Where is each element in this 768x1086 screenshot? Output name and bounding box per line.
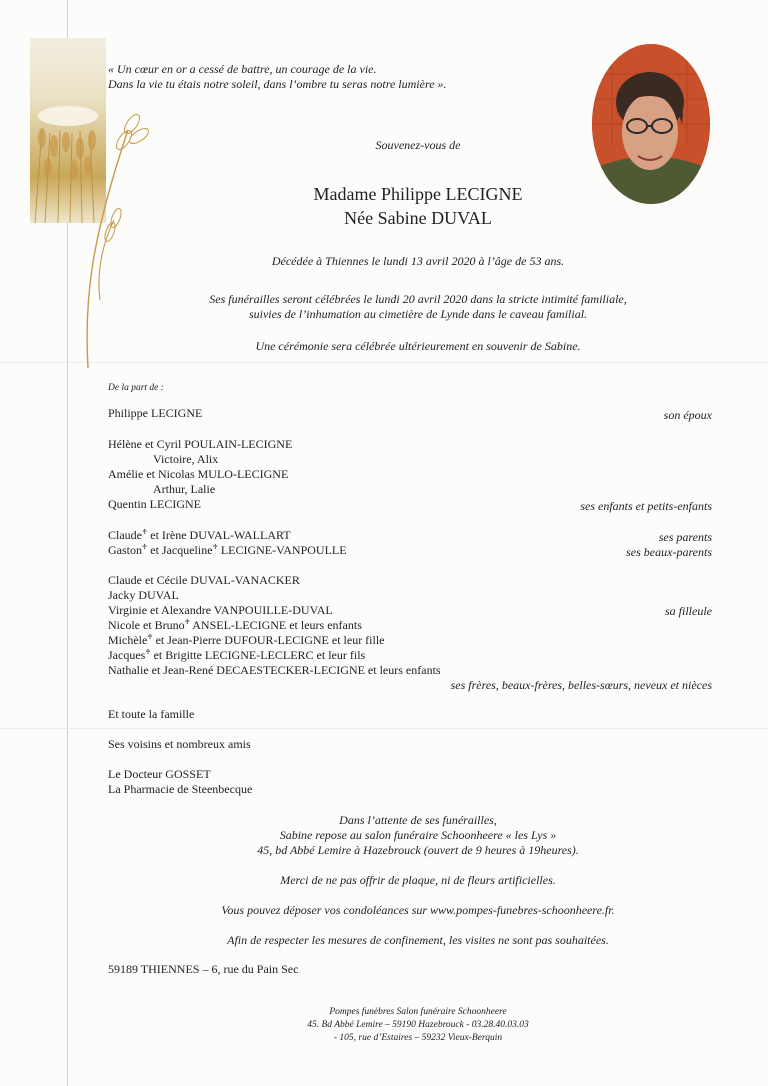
child-2: Amélie et Nicolas MULO-LECIGNE <box>108 467 289 481</box>
deceased-cross-icon: ♰ <box>142 543 148 551</box>
child-3: Quentin LECIGNE <box>108 497 201 511</box>
ceremony: Une cérémonie sera célébrée ultérieurement en souvenir de Sabine. <box>255 339 581 353</box>
fold-line <box>0 728 768 729</box>
in-laws-role: ses beaux-parents <box>626 545 712 559</box>
godchild-role: sa filleule <box>665 604 712 618</box>
spouse-role: son époux <box>663 408 712 422</box>
viewing-line-1: Dans l’attente de ses funérailles, <box>339 813 497 827</box>
viewing-line-2: Sabine repose au salon funéraire Schoonheere « les Lys » <box>279 828 557 842</box>
portrait-photo <box>592 44 710 204</box>
parents: Claude♰ et Irène DUVAL-WALLART <box>108 528 291 542</box>
deceased-cross-icon: ♰ <box>145 648 151 656</box>
grandchildren-1: Victoire, Alix <box>153 452 219 466</box>
child-1: Hélène et Cyril POULAIN-LECIGNE <box>108 437 293 451</box>
condolences-note: Vous pouvez déposer vos condoléances sur www.pompes-funebres-schoonheere.fr. <box>221 903 615 917</box>
sibling-7: Nathalie et Jean-René DECAESTECKER-LECIGNE et leurs enfants <box>108 663 441 677</box>
sibling-5: Michèle♰ et Jean-Pierre DUFOUR-LECIGNE et leur fille <box>108 633 385 647</box>
spouse: Philippe LECIGNE <box>108 406 203 420</box>
funeral-line-2: suivies de l’inhumation au cimetière de Lynde dans le caveau familial. <box>248 307 588 321</box>
deceased-name: Madame Philippe LECIGNE <box>313 184 523 204</box>
children-role: ses enfants et petits-enfants <box>580 499 712 513</box>
parents-role: ses parents <box>658 530 712 544</box>
deceased-cross-icon: ♰ <box>142 528 148 536</box>
neighbors: Ses voisins et nombreux amis <box>108 737 251 751</box>
quote-line-2: Dans la vie tu étais notre soleil, dans l’ombre tu seras notre lumière ». <box>108 77 447 91</box>
footer-line-2: 45. Bd Abbé Lemire – 59190 Hazebrouck - 03.28.40.03.03 <box>307 1020 529 1030</box>
deceased-cross-icon: ♰ <box>184 618 190 626</box>
sibling-2: Jacky DUVAL <box>108 588 179 602</box>
in-laws: Gaston♰ et Jacqueline♰ LECIGNE-VANPOULLE <box>108 543 347 557</box>
intro: Souvenez-vous de <box>375 138 461 152</box>
doctor: Le Docteur GOSSET <box>108 767 211 781</box>
sibling-6: Jacques♰ et Brigitte LECIGNE-LECLERC et leur fils <box>108 648 366 662</box>
sibling-4: Nicole et Bruno♰ ANSEL-LECIGNE et leurs enfants <box>108 618 362 632</box>
footer-line-3: - 105, rue d’Estaires – 59232 Vieux-Berquin <box>333 1033 503 1043</box>
grandchildren-2: Arthur, Lalie <box>153 482 216 496</box>
pharmacy: La Pharmacie de Steenbecque <box>108 782 253 796</box>
deceased-cross-icon: ♰ <box>147 633 153 641</box>
address: 59189 THIENNES – 6, rue du Pain Sec <box>108 962 299 976</box>
from-label: De la part de : <box>108 383 164 393</box>
footer-line-1: Pompes funèbres Salon funéraire Schoonheere <box>329 1007 507 1017</box>
confinement-note: Afin de respecter les mesures de confinement, les visites ne sont pas souhaitées. <box>227 933 609 947</box>
quote-line-1: « Un cœur en or a cessé de battre, un courage de la vie. <box>108 62 377 76</box>
no-flowers-note: Merci de ne pas offrir de plaque, ni de fleurs artificielles. <box>280 873 556 887</box>
funeral-line-1: Ses funérailles seront célébrées le lundi 20 avril 2020 dans la stricte intimité familiale, <box>209 292 627 306</box>
whole-family: Et toute la famille <box>108 707 195 721</box>
death-notice: Décédée à Thiennes le lundi 13 avril 2020 à l’âge de 53 ans. <box>271 254 565 268</box>
viewing-line-3: 45, bd Abbé Lemire à Hazebrouck (ouvert de 9 heures à 19heures). <box>257 843 579 857</box>
sibling-1: Claude et Cécile DUVAL-VANACKER <box>108 573 300 587</box>
sibling-3: Virginie et Alexandre VANPOUILLE-DUVAL <box>108 603 333 617</box>
siblings-role: ses frères, beaux-frères, belles-sœurs, neveux et nièces <box>450 678 712 692</box>
birth-name: Née Sabine DUVAL <box>344 208 492 228</box>
deceased-cross-icon: ♰ <box>212 543 218 551</box>
